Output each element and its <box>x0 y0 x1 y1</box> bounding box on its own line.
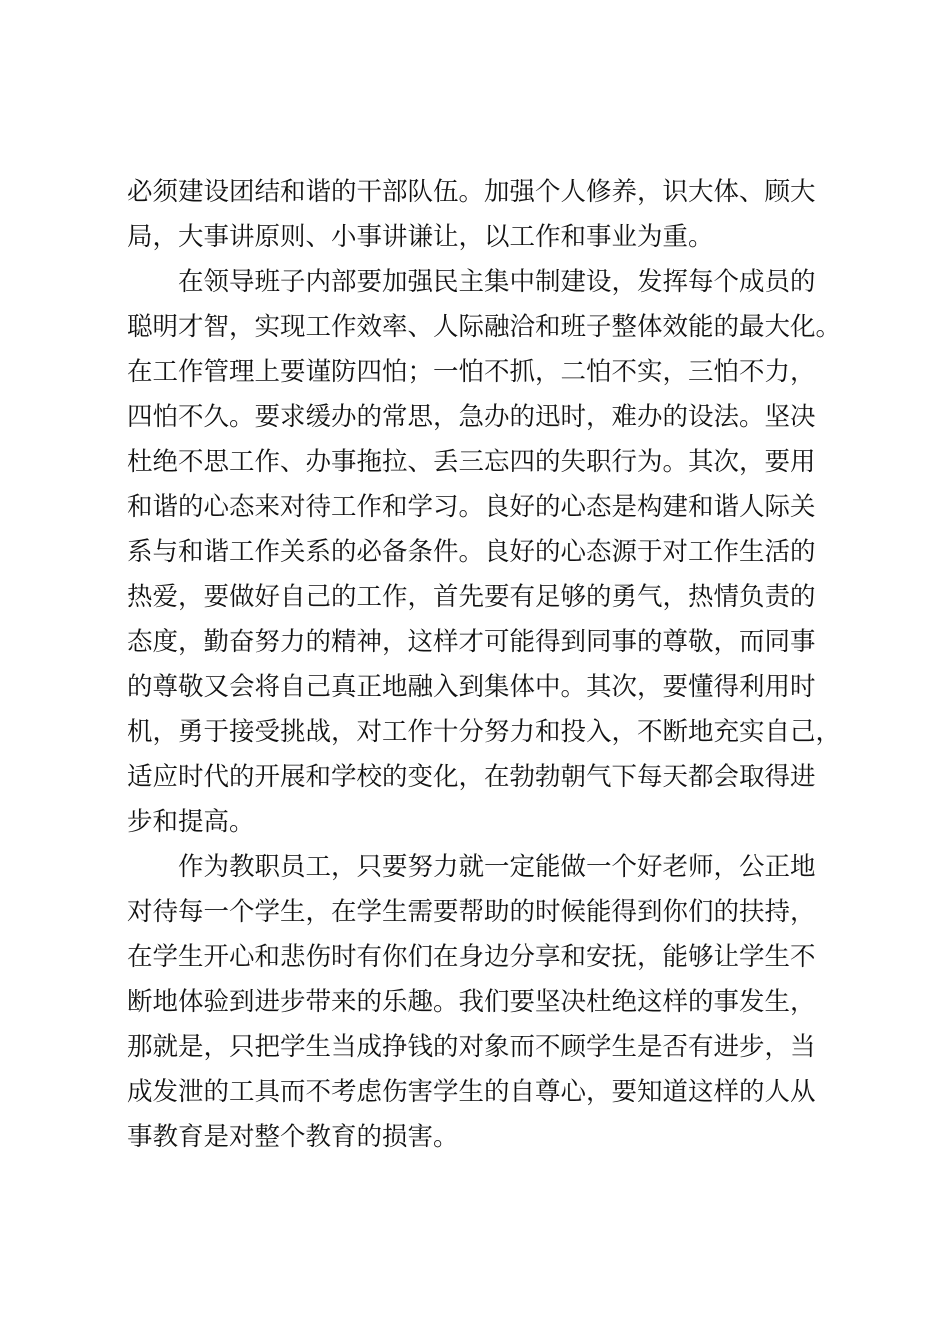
text-line: 对待每一个学生，在学生需要帮助的时候能得到你们的扶持， <box>127 897 816 927</box>
text-line: 杜绝不思工作、办事拖拉、丢三忘四的失职行为。其次，要用 <box>127 447 816 477</box>
text-line: 态度，勤奋努力的精神，这样才可能得到同事的尊敬，而同事 <box>127 627 816 657</box>
text-line: 聪明才智，实现工作效率、人际融洽和班子整体效能的最大化。 <box>127 312 842 342</box>
text-line: 的尊敬又会将自己真正地融入到集体中。其次，要懂得利用时 <box>127 672 816 702</box>
text-line: 系与和谐工作关系的必备条件。良好的心态源于对工作生活的 <box>127 537 816 567</box>
text-line: 四怕不久。要求缓办的常思，急办的迅时，难办的设法。坚决 <box>127 402 816 432</box>
text-line: 步和提高。 <box>127 807 255 837</box>
text-line: 机，勇于接受挑战，对工作十分努力和投入，不断地充实自己， <box>127 717 842 747</box>
text-line: 适应时代的开展和学校的变化，在勃勃朝气下每天都会取得进 <box>127 762 816 792</box>
paragraph-3 <box>127 845 837 1160</box>
text-line: 必须建设团结和谐的干部队伍。加强个人修养，识大体、顾大 <box>127 177 816 207</box>
text-line: 在工作管理上要谨防四怕；一怕不抓，二怕不实，三怕不力， <box>127 357 816 387</box>
text-line: 作为教职员工，只要努力就一定能做一个好老师，公正地 <box>178 852 816 882</box>
text-line: 热爱，要做好自己的工作，首先要有足够的勇气，热情负责的 <box>127 582 816 612</box>
paragraph-1 <box>127 170 837 260</box>
text-line: 成发泄的工具而不考虑伤害学生的自尊心，要知道这样的人从 <box>127 1077 816 1107</box>
body-text <box>127 170 842 1160</box>
text-line: 那就是，只把学生当成挣钱的对象而不顾学生是否有进步，当 <box>127 1032 816 1062</box>
text-line: 和谐的心态来对待工作和学习。良好的心态是构建和谐人际关 <box>127 492 816 522</box>
text-line: 局，大事讲原则、小事讲谦让，以工作和事业为重。 <box>127 222 714 252</box>
text-line: 事教育是对整个教育的损害。 <box>127 1122 459 1152</box>
text-line: 在领导班子内部要加强民主集中制建设，发挥每个成员的 <box>178 267 816 297</box>
text-line: 断地体验到进步带来的乐趣。我们要坚决杜绝这样的事发生， <box>127 987 816 1017</box>
paragraph-2 <box>127 260 842 845</box>
text-line: 在学生开心和悲伤时有你们在身边分享和安抚，能够让学生不 <box>127 942 816 972</box>
